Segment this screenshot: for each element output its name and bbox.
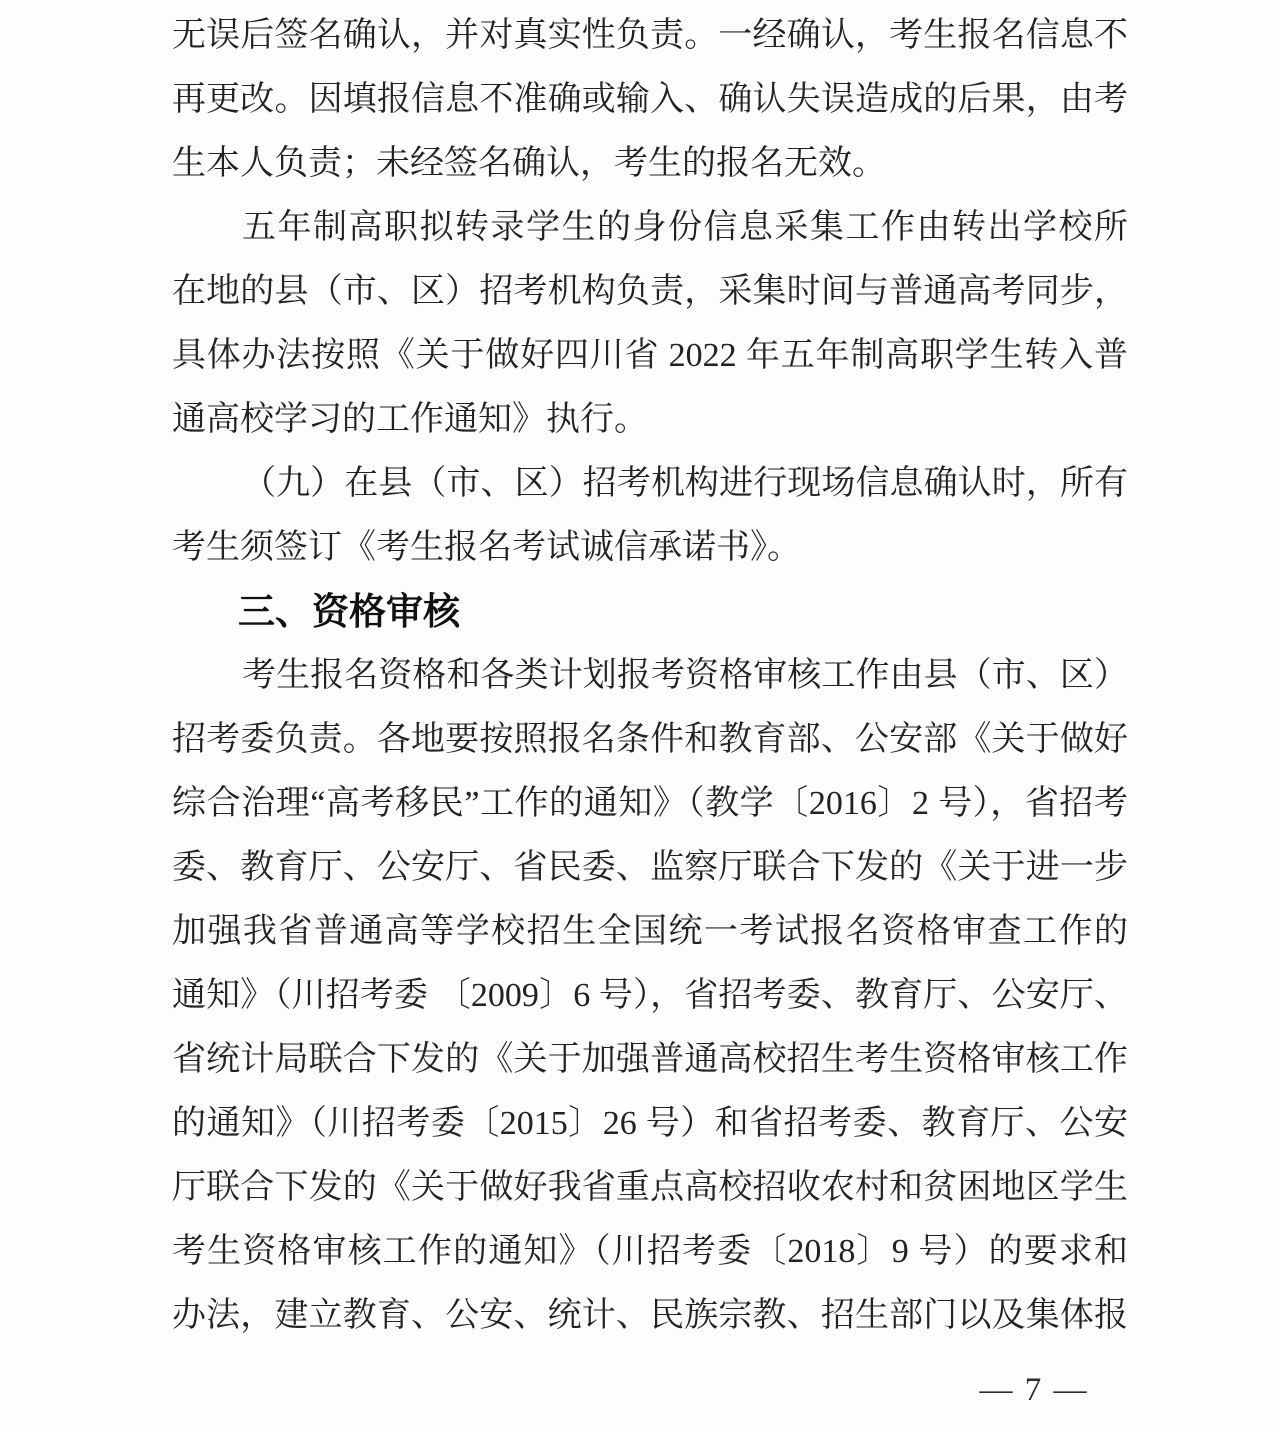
text-line: 五年制高职拟转录学生的身份信息采集工作由转出学校所 xyxy=(242,209,1128,246)
text-line: 考生须签订《考生报名考试诚信承诺书》。 xyxy=(172,529,801,566)
section-heading: 三、资格审核 xyxy=(238,591,460,632)
text-line: 加强我省普通高等学校招生全国统一考试报名资格审查工作的 xyxy=(172,913,1128,950)
text-line: 委、教育厅、公安厅、省民委、监察厅联合下发的《关于进一步 xyxy=(172,849,1128,886)
text-line: 通知》（川招考委 〔2009〕6 号），省招考委、教育厅、公安厅、 xyxy=(172,977,1128,1014)
text-line: 省统计局联合下发的《关于加强普通高校招生考生资格审核工作 xyxy=(172,1041,1128,1078)
text-line: 的通知》（川招考委〔2015〕26 号）和省招考委、教育厅、公安 xyxy=(172,1105,1128,1142)
text-line: 厅联合下发的《关于做好我省重点高校招收农村和贫困地区学生 xyxy=(172,1169,1128,1206)
text-line: 招考委负责。各地要按照报名条件和教育部、公安部《关于做好 xyxy=(172,721,1128,758)
text-line: 考生报名资格和各类计划报考资格审核工作由县（市、区） xyxy=(242,657,1128,694)
text-line: 办法，建立教育、公安、统计、民族宗教、招生部门以及集体报 xyxy=(172,1297,1128,1334)
text-line: 再更改。因填报信息不准确或输入、确认失误造成的后果，由考 xyxy=(172,81,1128,118)
text-line: 通高校学习的工作通知》执行。 xyxy=(172,401,648,438)
text-line: 综合治理“高考移民”工作的通知》（教学〔2016〕2 号），省招考 xyxy=(172,785,1128,822)
text-line: （九）在县（市、区）招考机构进行现场信息确认时，所有 xyxy=(242,465,1128,502)
text-line: 在地的县（市、区）招考机构负责，采集时间与普通高考同步， xyxy=(172,273,1128,310)
text-line: 考生资格审核工作的通知》（川招考委〔2018〕9 号）的要求和 xyxy=(172,1233,1128,1270)
text-line: 生本人负责；未经签名确认，考生的报名无效。 xyxy=(172,145,886,182)
text-line: 无误后签名确认，并对真实性负责。一经确认，考生报名信息不 xyxy=(172,17,1128,54)
document-body xyxy=(172,4,1128,1348)
text-line: 具体办法按照《关于做好四川省 2022 年五年制高职学生转入普 xyxy=(172,337,1128,374)
page-number: — 7 — xyxy=(979,1372,1089,1408)
